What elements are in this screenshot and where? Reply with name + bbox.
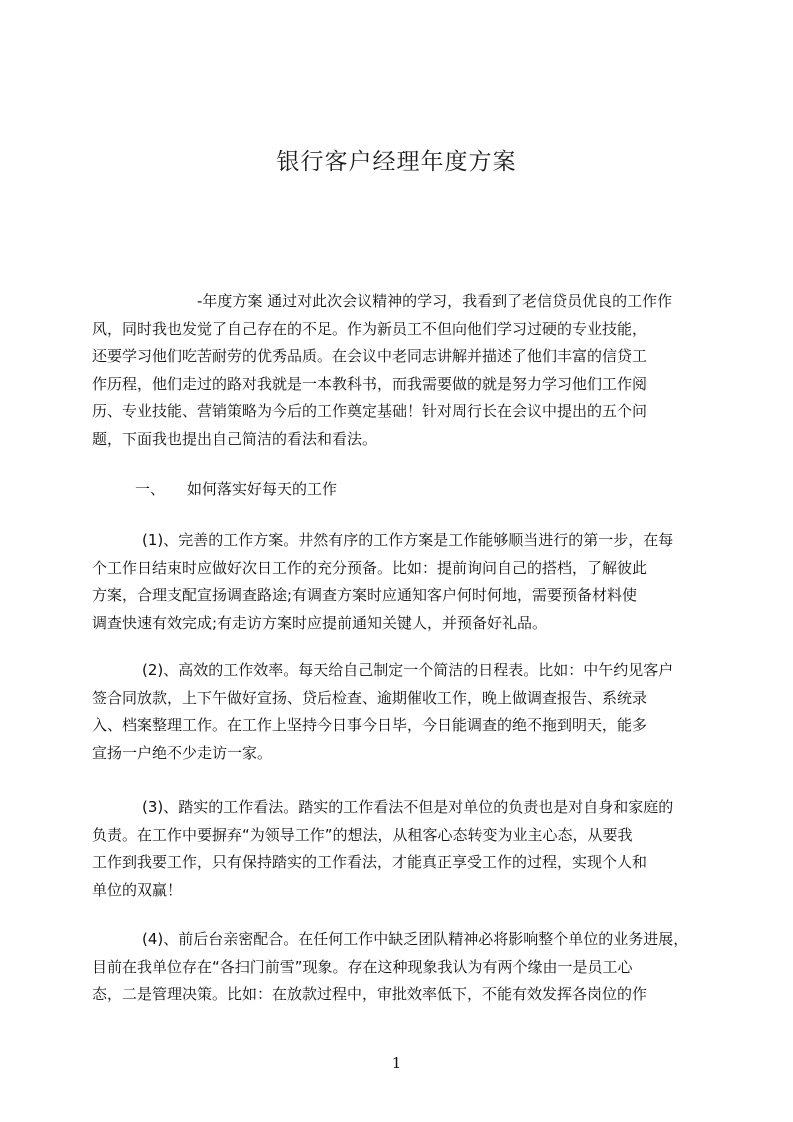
intro-line-5: 历、专业技能、营销策略为今后的工作奠定基础！针对周行长在会议中提出的五个问 xyxy=(92,402,648,420)
item-2-line-4: 宣扬一户绝不少走访一家。 xyxy=(92,743,273,762)
item-4-line-1: (4)、前后台亲密配合。在任何工作中缺乏团队精神必将影响整个单位的业务进展， xyxy=(142,930,689,948)
intro-line-1: -年度方案 通过对此次会议精神的学习，我看到了老信贷员优良的工作作 xyxy=(197,292,673,310)
document-title: 银行客户经理年度方案 xyxy=(276,149,517,175)
item-4-line-2: 目前在我单位存在“各扫门前雪”现象。存在这种现象我认为有两个缘由一是员工心 xyxy=(92,957,633,976)
item-2-paragraph xyxy=(92,657,714,767)
item-3-line-4: 单位的双赢！ xyxy=(92,880,183,899)
section-title: 如何落实好每天的工作 xyxy=(187,480,338,498)
item-2-line-3: 入、档案整理工作。在工作上坚持今日事今日毕，今日能调查的绝不拖到明天，能多 xyxy=(92,716,648,734)
section-heading xyxy=(135,476,337,504)
intro-line-3: 还要学习他们吃苦耐劳的优秀品质。在会议中老同志讲解并描述了他们丰富的信贷工 xyxy=(92,347,648,365)
item-2-line-2: 签合同放款，上下午做好宣扬、贷后检查、逾期催收工作，晚上做调查报告、系统录 xyxy=(92,688,648,707)
item-1-line-4: 调查快速有效完成;有走访方案时应提前通知关键人，并预备好礼品。 xyxy=(92,613,548,632)
page-number: 1 xyxy=(391,1054,402,1072)
item-3-paragraph xyxy=(92,794,714,904)
item-4-line-3: 态，二是管理决策。比如：在放款过程中，审批效率低下，不能有效发挥各岗位的作 xyxy=(92,985,648,1003)
item-3-line-3: 工作到我要工作，只有保持踏实的工作看法，才能真正享受工作的过程，实现个人和 xyxy=(92,853,648,871)
item-1-paragraph xyxy=(92,527,714,637)
intro-line-4: 作历程，他们走过的路对我就是一本教科书，而我需要做的就是努力学习他们工作阅 xyxy=(92,374,648,393)
item-1-line-1: (1)、完善的工作方案。井然有序的工作方案是工作能够顺当进行的第一步，在每 xyxy=(142,531,674,549)
item-4-paragraph xyxy=(92,926,714,1009)
intro-paragraph xyxy=(92,288,714,453)
item-1-line-2: 个工作日结束时应做好次日工作的充分预备。比如：提前询问自己的搭档，了解彼此 xyxy=(92,558,648,577)
item-3-line-1: (3)、踏实的工作看法。踏实的工作看法不但是对单位的负责也是对自身和家庭的 xyxy=(142,798,674,816)
intro-line-6: 题，下面我也提出自己简洁的看法和看法。 xyxy=(92,429,378,448)
item-2-line-1: (2)、高效的工作效率。每天给自己制定一个简洁的日程表。比如：中午约见客户 xyxy=(142,661,674,679)
intro-line-2: 风，同时我也发觉了自己存在的不足。作为新员工不但向他们学习过硬的专业技能， xyxy=(92,319,648,338)
section-number: 一、 xyxy=(135,480,166,498)
item-3-line-2: 负责。在工作中要摒弃“为领导工作”的想法，从租客心态转变为业主心态，从要我 xyxy=(92,825,633,844)
item-1-line-3: 方案，合理支配宣扬调查路途;有调查方案时应通知客户何时何地，需要预备材料使 xyxy=(92,586,638,604)
